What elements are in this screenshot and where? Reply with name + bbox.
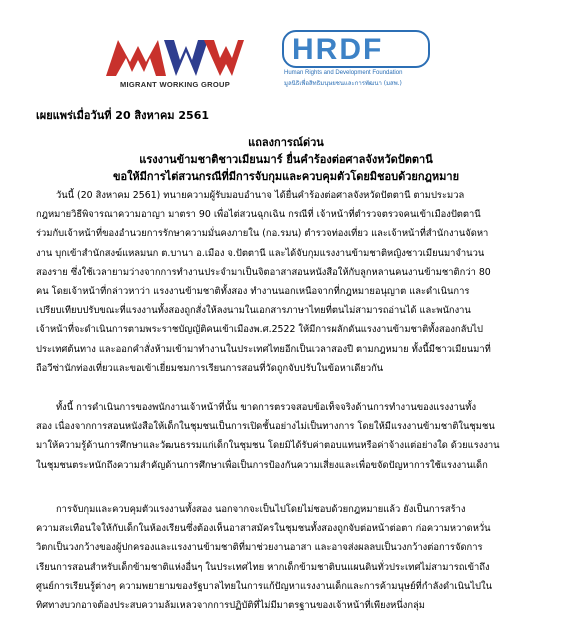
paragraph-line: วันนี้ (20 สิงหาคม 2561) ทนายความผู้รับมอบอำนาจ ได้ยื่นคำร้องต่อศาลจังหวัดปัตตานี ตามประมวล [56, 190, 465, 201]
paragraph-line: สอง เนื่องจากการสอนหนังสือให้เด็กในชุมชนเป็นการเปิดชั้นอย่างไม่เป็นทางการ โดยให้มีแรงงานข้ามชาติในชุมชน [36, 421, 495, 433]
paragraph-line: ถือวีซ่านักท่องเที่ยวและขอเข้าเยี่ยมชมการเรียนการสอนที่วัดถูกจับปรับในข้อหาเดียวกัน [36, 362, 384, 374]
paragraph-line: เจ้าหน้าที่จะดำเนินการตามพระราชบัญญัติคนเข้าเมืองพ.ศ.2522 ให้มีการผลักดันแรงงานข้ามชาติทั้งสองกลับไป [36, 324, 483, 336]
mwg-logo-mark [104, 36, 246, 78]
paragraph-1 [36, 186, 548, 378]
paragraph-line: ทั้งนี้ การดำเนินการของพนักงานเจ้าหน้าที่นั้น ขาดการตรวจสอบข้อเท็จจริงด้านการทำงานของแรงงานทั้ง [56, 402, 477, 413]
paragraph-line: สองราย ซึ่งใช้เวลายามว่างจากการทำงานประจำมาเป็นจิตอาสาสอนหนังสือให้กับลูกหลานคนงานข้ามชาติกว่า 80 [36, 266, 491, 278]
paragraph-line: ในชุมชนตระหนักถึงความสำคัญด้านการศึกษาเพื่อเป็นการป้องกันความเสี่ยงและเพื่อขจัดปัญหาการใช้แรงงานเด็ก [36, 459, 488, 471]
mwg-caption: MIGRANT WORKING GROUP [119, 80, 231, 89]
paragraph-line: วิตกเป็นวงกว้างของผู้ปกครองและแรงงานข้ามชาติที่มาช่วยงานอาสา และอาจส่งผลลบเป็นวงกว้างต่อการจัดการ [36, 542, 483, 554]
paragraph-line: ทิศทางบวกอาจต้องประสบความล้มเหลวจากการปฏิบัติที่ไม่มีมาตรฐานของเจ้าหน้าที่เพียงหนึ่งกลุ่ม [36, 600, 425, 612]
paragraph-line: กฎหมายวิธีพิจารณาความอาญา มาตรา 90 เพื่อไต่สวนฉุกเฉิน กรณีที่ เจ้าหน้าที่ตำรวจตรวจคนเข้าเมืองปัตตานี [36, 209, 481, 221]
hrdf-logo-frame [282, 30, 430, 68]
hrdf-letters: HRDF [292, 33, 384, 66]
title-line-1: แถลงการณ์ด่วน [248, 136, 324, 149]
paragraph-line: งาน บุกเข้าสำนักสงฆ์แหลมนก ต.บานา อ.เมือง จ.ปัตตานี และได้จับกุมแรงงานข้ามชาติหญิงชาวเมียนมาจำนวน [36, 247, 485, 259]
paragraph-3 [36, 500, 548, 615]
paragraph-line: เปรียบเทียบปรับขณะที่แรงงานทั้งสองถูกสั่งให้ลงนามในเอกสารภาษาไทยที่ตนไม่สามารถอ่านได้ และพนักงาน [36, 305, 471, 317]
title-line-3: ขอให้มีการไต่สวนกรณีที่มีการจับกุมและควบคุมตัวโดยมิชอบด้วยกฎหมาย [112, 170, 460, 183]
paragraph-line: เรียนการสอนสำหรับเด็กข้ามชาติแห่งอื่นๆ ในประเทศไทย หากเด็กข้ามชาติบนแผนดินทั่วประเทศไม่สามารถเข้าถึง [36, 561, 490, 573]
hrdf-thai-name: มูลนิธิเพื่อสิทธิมนุษยชนและการพัฒนา (มสพ.) [284, 80, 402, 87]
paragraph-line: มาให้ความรู้ด้านการศึกษาและวัฒนธรรมแก่เด็กในชุมชน โดยมิได้รับค่าตอบแทนหรือค่าจ้างแต่อย่างใด ด้วยแรงงาน [36, 440, 500, 452]
paragraph-line: ศูนย์การเรียนรู้ต่างๆ ความพยายามของรัฐบาลไทยในการแก้ปัญหาแรงงานเด็กและการค้ามนุษย์ที่กำลังดำเนินไปใน [36, 580, 492, 592]
paragraph-line: การจับกุมและควบคุมตัวแรงงานทั้งสอง นอกจากจะเป็นไปโดยไม่ชอบด้วยกฎหมายแล้ว ยังเป็นการสร้าง [56, 504, 466, 515]
mwg-logo [100, 36, 250, 88]
paragraph-line: ความสะเทือนใจให้กับเด็กในห้องเรียนซึ่งต้องเห็นอาสาสมัครในชุมชนทั้งสองถูกจับต่อหน้าต่อตา ก่อความหวาดหวั่น [36, 523, 491, 535]
title-line-2: แรงงานข้ามชาติชาวเมียนมาร์ ยื่นคำร้องต่อศาลจังหวัดปัตตานี [139, 153, 433, 166]
paragraph-line: ร่วมกับเจ้าหน้าที่ของอำนวยการรักษาความมั่นคงภายใน (กอ.รมน) ตำรวจท่องเที่ยว และเจ้าหน้าที่สำนักงานจัดหา [36, 228, 489, 240]
paragraph-line: ประเทศต้นทาง และออกคำสั่งห้ามเข้ามาทำงานในประเทศไทยอีกเป็นเวลาสองปี ตามกฎหมาย ทั้งนี้มีชาวเมียนมาที่ [36, 343, 491, 355]
hrdf-logo [282, 30, 432, 92]
hrdf-english-name: Human Rights and Development Foundation [284, 70, 403, 76]
paragraph-2 [36, 398, 548, 475]
release-date: เผยแพร่เมื่อวันที่ 20 สิงหาคม 2561 [36, 109, 209, 122]
paragraph-line: คน โดยเจ้าหน้าที่กล่าวหาว่า แรงงานข้ามชาติทั้งสอง ทำงานนอกเหนือจากที่กฎหมายอนุญาต และดำเนินการ [36, 286, 470, 298]
